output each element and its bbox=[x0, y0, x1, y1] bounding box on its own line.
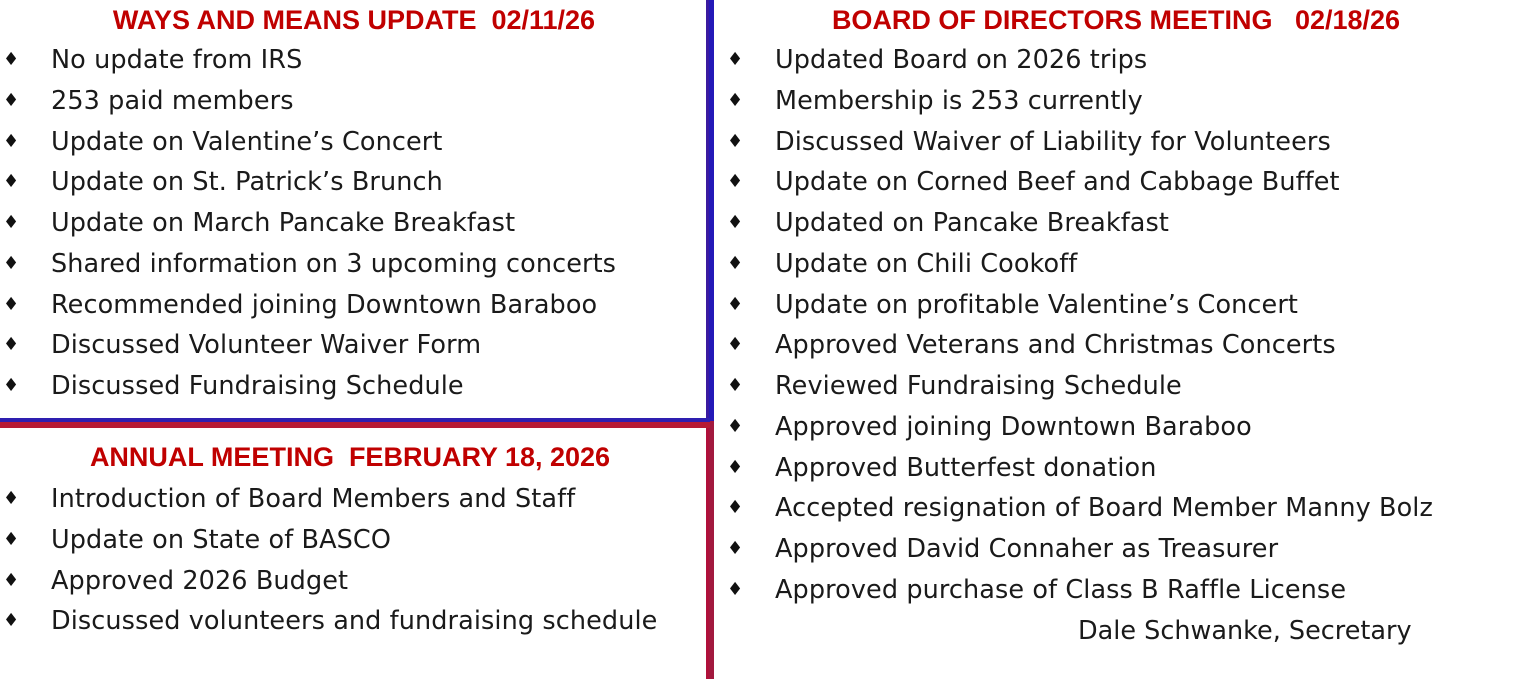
diamond-bullet-icon: ♦ bbox=[727, 293, 744, 315]
ways-and-means-heading: WAYS AND MEANS UPDATE 02/11/26 bbox=[112, 5, 596, 35]
list-item-text: Update on profitable Valentine’s Concert bbox=[775, 289, 1299, 320]
list-item-text: Reviewed Fundraising Schedule bbox=[775, 371, 1182, 401]
list-item-text: Shared information on 3 upcoming concerts bbox=[51, 248, 617, 279]
annual-meeting-section bbox=[0, 428, 708, 679]
list-item-text: Approved 2026 Budget bbox=[51, 565, 349, 596]
list-item-text: 253 paid members bbox=[51, 85, 294, 116]
vertical-divider-red bbox=[706, 421, 714, 679]
board-meeting-section bbox=[716, 0, 1526, 679]
list-item-text: No update from IRS bbox=[51, 45, 303, 75]
diamond-bullet-icon: ♦ bbox=[3, 569, 20, 591]
diamond-bullet-icon: ♦ bbox=[3, 49, 20, 70]
annual-meeting-heading: ANNUAL MEETING FEBRUARY 18, 2026 bbox=[89, 442, 611, 472]
vertical-divider bbox=[706, 0, 714, 679]
diamond-bullet-icon: ♦ bbox=[727, 497, 744, 519]
diamond-bullet-icon: ♦ bbox=[727, 415, 744, 437]
list-item-text: Discussed Volunteer Waiver Form bbox=[51, 330, 482, 361]
list-item-text: Approved David Connaher as Treasurer bbox=[775, 534, 1279, 564]
diamond-bullet-icon: ♦ bbox=[727, 171, 744, 193]
diamond-bullet-icon: ♦ bbox=[727, 49, 744, 70]
diamond-bullet-icon: ♦ bbox=[727, 538, 744, 559]
list-item-text: Approved purchase of Class B Raffle License bbox=[775, 574, 1347, 605]
diamond-bullet-icon: ♦ bbox=[727, 375, 744, 396]
list-item-text: Recommended joining Downtown Baraboo bbox=[51, 289, 598, 320]
list-item-text: Update on March Pancake Breakfast bbox=[51, 208, 516, 238]
diamond-bullet-icon: ♦ bbox=[3, 130, 20, 152]
list-item-text: Approved joining Downtown Baraboo bbox=[775, 411, 1252, 442]
list-item-text: Updated on Pancake Breakfast bbox=[775, 208, 1170, 238]
list-item-text: Updated Board on 2026 trips bbox=[775, 45, 1148, 75]
list-item-text: Accepted resignation of Board Member Manny Bolz bbox=[775, 493, 1433, 524]
list-item-text: Discussed Waiver of Liability for Volunteers bbox=[775, 126, 1331, 157]
diamond-bullet-icon: ♦ bbox=[727, 252, 744, 274]
list-item-text: Approved Butterfest donation bbox=[775, 452, 1157, 483]
diamond-bullet-icon: ♦ bbox=[727, 456, 744, 478]
list-item-text: Discussed volunteers and fundraising schedule bbox=[51, 606, 658, 637]
list-item-text: Membership is 253 currently bbox=[775, 85, 1143, 116]
list-item-text: Update on State of BASCO bbox=[51, 524, 392, 555]
board-meeting-heading: BOARD OF DIRECTORS MEETING 02/18/26 bbox=[831, 5, 1401, 35]
horizontal-divider-red bbox=[0, 422, 710, 428]
diamond-bullet-icon: ♦ bbox=[727, 212, 744, 233]
diamond-bullet-icon: ♦ bbox=[3, 610, 20, 632]
list-item-text: Update on Corned Beef and Cabbage Buffet bbox=[775, 167, 1340, 198]
list-item-text: Update on St. Patrick’s Brunch bbox=[51, 167, 443, 198]
diamond-bullet-icon: ♦ bbox=[3, 171, 20, 193]
diamond-bullet-icon: ♦ bbox=[3, 334, 20, 356]
diamond-bullet-icon: ♦ bbox=[3, 488, 20, 509]
list-item-text: Introduction of Board Members and Staff bbox=[51, 484, 576, 514]
diamond-bullet-icon: ♦ bbox=[727, 578, 744, 600]
diamond-bullet-icon: ♦ bbox=[727, 89, 744, 111]
list-item-text: Update on Valentine’s Concert bbox=[51, 126, 443, 157]
diamond-bullet-icon: ♦ bbox=[3, 528, 20, 550]
secretary-signature: Dale Schwanke, Secretary bbox=[1078, 616, 1412, 646]
diamond-bullet-icon: ♦ bbox=[3, 293, 20, 315]
list-item-text: Discussed Fundraising Schedule bbox=[51, 371, 464, 401]
horizontal-divider bbox=[0, 418, 710, 429]
diamond-bullet-icon: ♦ bbox=[3, 89, 20, 111]
list-item-text: Approved Veterans and Christmas Concerts bbox=[775, 330, 1336, 361]
diamond-bullet-icon: ♦ bbox=[3, 252, 20, 274]
diamond-bullet-icon: ♦ bbox=[3, 375, 20, 396]
ways-and-means-section bbox=[0, 0, 708, 422]
vertical-divider-blue bbox=[706, 0, 714, 421]
diamond-bullet-icon: ♦ bbox=[727, 334, 744, 356]
diamond-bullet-icon: ♦ bbox=[727, 130, 744, 152]
diamond-bullet-icon: ♦ bbox=[3, 212, 20, 233]
list-item-text: Update on Chili Cookoff bbox=[775, 248, 1078, 279]
